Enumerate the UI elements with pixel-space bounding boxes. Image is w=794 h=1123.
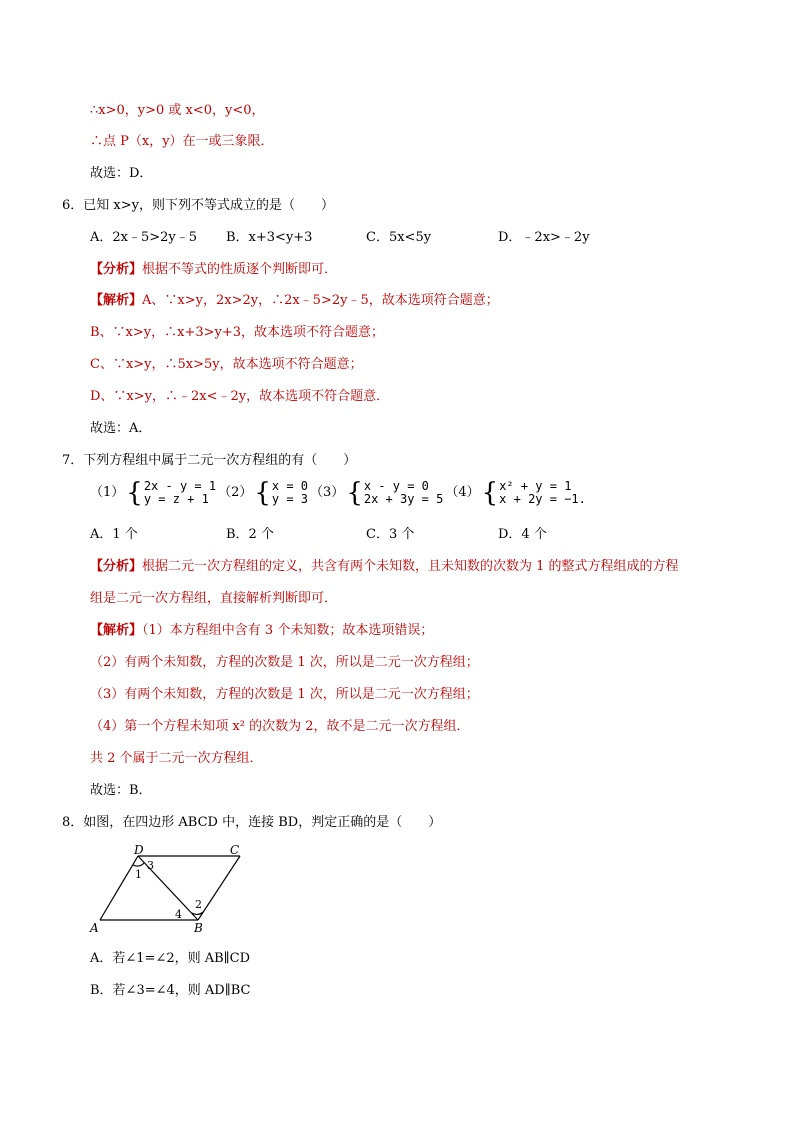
- angle-4-label: 4: [175, 908, 182, 921]
- q7-analysis: [90, 558, 679, 576]
- solution-tag: 【解析】: [90, 293, 143, 308]
- analysis-tag: 【分析】: [90, 559, 143, 574]
- equation: x² + y = 1: [499, 478, 572, 493]
- analysis-tag: 【分析】: [90, 262, 143, 277]
- equation-system-3: [346, 477, 444, 508]
- q6-analysis: [90, 261, 337, 279]
- equation: y = 3: [271, 491, 309, 506]
- q8-option-b: B．若∠3=∠4，则 AD∥BC: [90, 983, 251, 998]
- q6-option-a: A．2x﹣5>2y﹣5: [90, 230, 198, 245]
- brace-icon: {: [126, 477, 143, 508]
- equation-system-4: [481, 477, 586, 508]
- equation: 2x + 3y = 5: [363, 491, 444, 506]
- angle-1-label: 1: [135, 868, 142, 881]
- q5-answer: 故选：D．: [90, 166, 153, 181]
- solution-tag: 【解析】: [90, 623, 143, 638]
- equation: x = 0: [271, 478, 309, 493]
- q6-answer: 故选：A．: [90, 421, 152, 436]
- solution-text: A、∵x>y，2x>2y，∴2x﹣5>2y﹣5，故本选项符合题意；: [142, 293, 499, 308]
- vertex-c-label: C: [230, 843, 240, 857]
- equation-system-1: [126, 477, 217, 508]
- q7-solution-1: [90, 622, 433, 640]
- system-label-1: （1）: [90, 485, 125, 500]
- vertex-d-label: D: [134, 843, 144, 857]
- equation-system-2: [254, 477, 309, 508]
- q7-solution-4: （4）第一个方程未知项 x² 的次数为 2，故不是二元一次方程组．: [90, 719, 470, 734]
- equation: y = z + 1: [143, 491, 209, 506]
- q7-option-a: A．1 个: [90, 527, 138, 542]
- q6-option-c: C．5x<5y: [366, 230, 432, 245]
- q8-option-a: A．若∠1=∠2，则 AB∥CD: [90, 951, 251, 966]
- angle-3-label: 3: [147, 859, 154, 872]
- equation: 2x - y = 1: [143, 478, 217, 493]
- q7-solution-3: （3）有两个未知数，方程的次数是 1 次，所以是二元一次方程组；: [90, 687, 479, 702]
- q7-option-d: D．4 个: [498, 527, 547, 542]
- q7-answer: 故选：B．: [90, 783, 152, 798]
- q7-option-b: B．2 个: [226, 527, 274, 542]
- brace-icon: {: [254, 477, 271, 508]
- q6-stem: 6．已知 x>y，则下列不等式成立的是（ ）: [62, 198, 334, 213]
- q7-solution-2: （2）有两个未知数，方程的次数是 1 次，所以是二元一次方程组；: [90, 655, 479, 670]
- q6-solution-c: C、∵x>y，∴5x>5y，故本选项不符合题意；: [90, 357, 363, 372]
- side-ad: [100, 856, 138, 920]
- q6-solution-d: D、∵x>y，∴﹣2x<﹣2y，故本选项不符合题意．: [90, 389, 390, 404]
- q7-option-c: C．3 个: [366, 527, 415, 542]
- side-cb: [198, 856, 240, 920]
- q5-step-1: ∴x>0，y>0 或 x<0，y<0，: [90, 103, 265, 118]
- q7-summary: 共 2 个属于二元一次方程组．: [90, 751, 263, 766]
- quadrilateral-figure: [86, 840, 258, 936]
- solution-text: （1）本方程组中含有 3 个未知数；故本选项错误；: [142, 623, 434, 638]
- analysis-text: 根据二元一次方程组的定义，共含有两个未知数，且未知数的次数为 1 的整式方程组成的方程: [142, 559, 679, 574]
- q8-stem: 8．如图，在四边形 ABCD 中，连接 BD，判定正确的是（ ）: [62, 815, 442, 830]
- q7-analysis-cont: 组是二元一次方程组，直接解析判断即可．: [90, 591, 338, 606]
- q6-option-d: D．﹣2x>﹣2y: [498, 230, 590, 245]
- vertex-b-label: B: [194, 921, 203, 935]
- equation: x + 2y = −1.: [499, 491, 586, 506]
- equation: x - y = 0: [363, 478, 429, 493]
- angle-2-label: 2: [195, 898, 202, 911]
- q6-solution-b: B、∵x>y，∴x+3>y+3，故本选项不符合题意；: [90, 325, 385, 340]
- brace-icon: {: [346, 477, 363, 508]
- q7-systems: [90, 478, 588, 508]
- system-label-2: （2）: [218, 485, 253, 500]
- analysis-text: 根据不等式的性质逐个判断即可．: [142, 262, 338, 277]
- q7-stem: 7．下列方程组中属于二元一次方程组的有（ ）: [62, 453, 357, 468]
- system-label-4: （4）: [445, 485, 480, 500]
- angle-arc-d: [133, 863, 144, 866]
- q6-option-b: B．x+3<y+3: [226, 230, 313, 245]
- brace-icon: {: [481, 477, 499, 508]
- system-label-3: （3）: [310, 485, 345, 500]
- q6-solution-a: [90, 292, 499, 310]
- vertex-a-label: A: [90, 921, 99, 935]
- q5-step-2: ∴点 P（x，y）在一或三象限．: [90, 134, 274, 149]
